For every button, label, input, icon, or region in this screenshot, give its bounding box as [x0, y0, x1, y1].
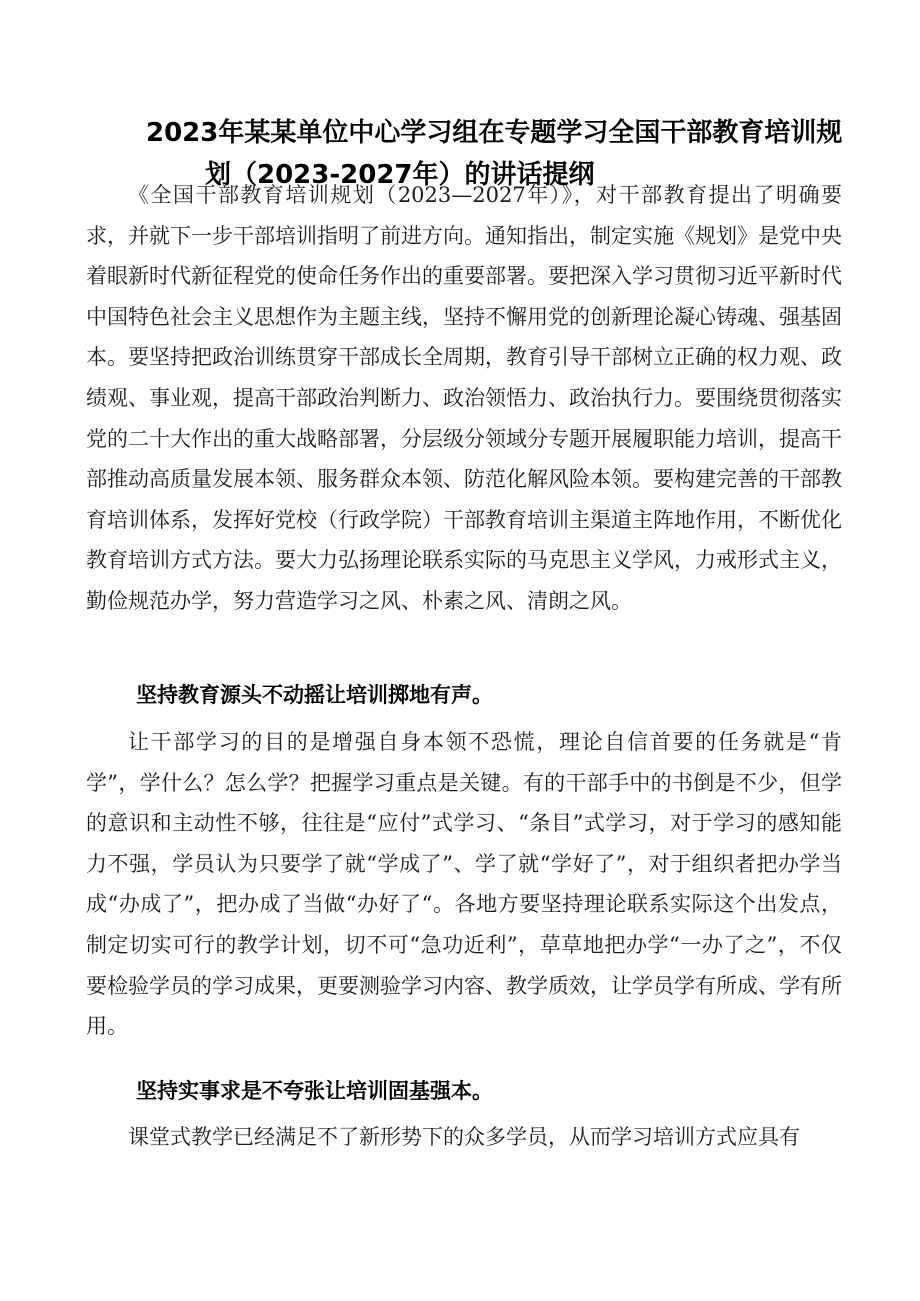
title-line-1: 2023年某某单位中心学习组在专题学习全国干部教育培训规 — [146, 118, 843, 148]
section-1-paragraph: 让干部学习的目的是增强自身本领不恐慌，理论自信首要的任务就是“肯学”，学什么？怎么学？把握学习重点是关键。有的干部手中的书倒是不少，但学的意识和主动性不够，往往是“应付”式学习、“条目”式学习，对于学习的感知能力不强，学员认为只要学了就“学成了”、学了就“学好了”，对于组织者把办学当成“办成了”，把办成了当做“办好了“。各地方要坚持理论联系实际这个出发点，制定切实可行的教学计划，切不可“急功近利”，草草地把办学“一办了之”，不仅要检验学员的学习成果，更要测验学习内容、教学质效，让学员学有所成、学有所用。 — [86, 730, 842, 1039]
section-2-heading: 坚持实事求是不夸张让培训固基强本。 — [136, 1079, 493, 1103]
intro-paragraph: 《全国干部教育培训规划（2023—2027年）》，对干部教育提出了明确要求，并就下一步干部培训指明了前进方向。通知指出，制定实施《规划》是党中央着眼新时代新征程党的使命任务作出的重要部署。要把深入学习贯彻习近平新时代中国特色社会主义思想作为主题主线，坚持不懈用党的创新理论凝心铸魂、强基固本。要坚持把政治训练贯穿干部成长全周期，教育引导干部树立正确的权力观、政绩观、事业观，提高干部政治判断力、政治领悟力、政治执行力。要围绕贯彻落实党的二十大作出的重大战略部署，分层级分领域分专题开展履职能力培训，提高干部推动高质量发展本领、服务群众本领、防范化解风险本领。要构建完善的干部教育培训体系，发挥好党校（行政学院）干部教育培训主渠道主阵地作用，不断优化教育培训方式方法。要大力弘扬理论联系实际的马克思主义学风，力戒形式主义，勤俭规范办学，努力营造学习之风、朴素之风、清朗之风。 — [86, 183, 842, 613]
section-2-paragraph: 课堂式教学已经满足不了新形势下的众多学员，从而学习培训方式应具有 — [128, 1125, 800, 1149]
section-1-heading: 坚持教育源头不动摇让培训掷地有声。 — [136, 683, 493, 707]
title-line-2: 划（2023-2027年）的讲话提纲 — [205, 160, 595, 190]
